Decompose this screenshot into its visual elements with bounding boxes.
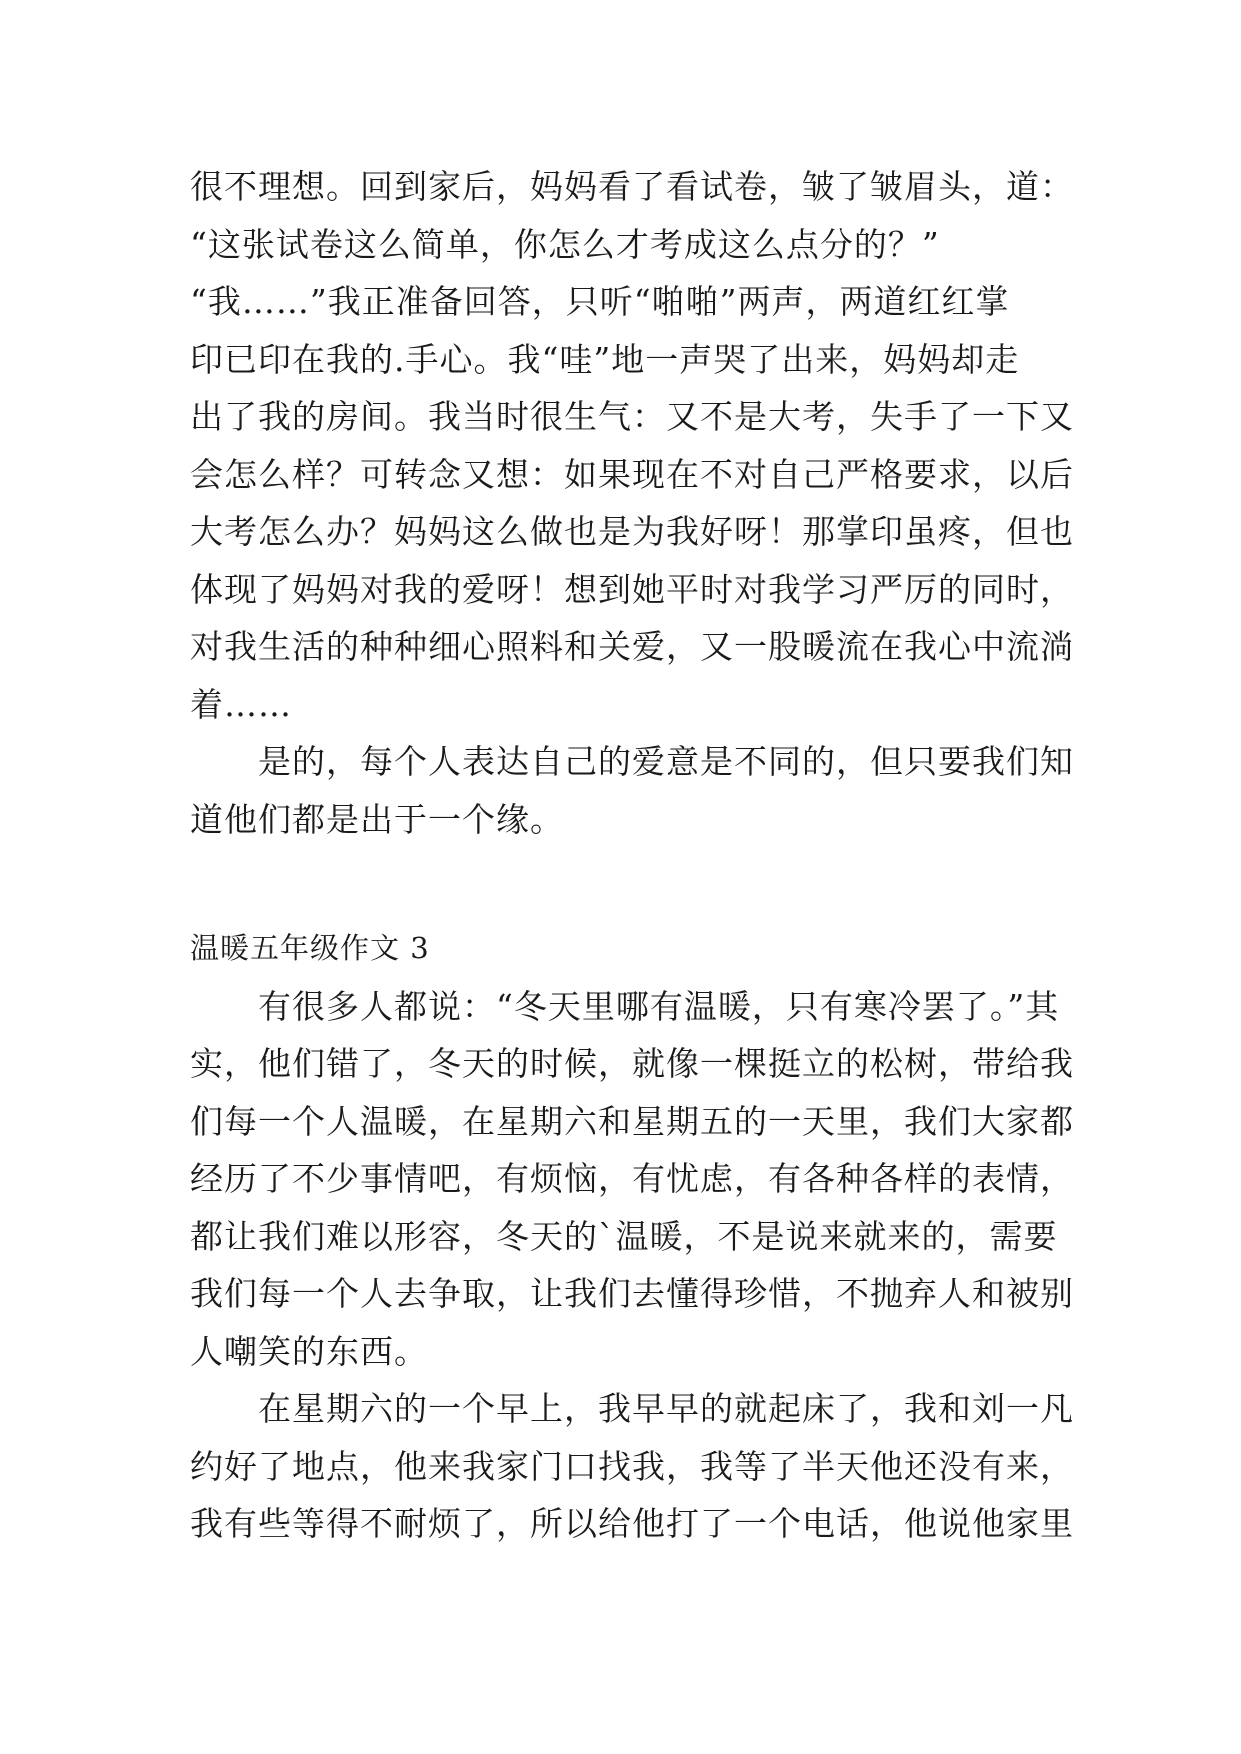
text-line: 人嘲笑的东西。	[190, 1331, 428, 1371]
text-line: “我……”我正准备回答，只听“啪啪”两声，两道红红掌	[190, 282, 1010, 321]
text-line: 印已印在我的.手心。我“哇”地一声哭了出来，妈妈却走	[190, 339, 1020, 379]
text-line: 很不理想。回到家后，妈妈看了看试卷，皱了皱眉头，道：	[190, 167, 1074, 206]
paragraph-story	[190, 1380, 1074, 1553]
text-line: 们每一个人温暖，在星期六和星期五的一天里，我们大家都	[190, 1101, 1074, 1141]
text-line: 大考怎么办？妈妈这么做也是为我好呀！那掌印虽疼，但也	[190, 512, 1074, 551]
text-line: 我们每一个人去争取，让我们去懂得珍惜，不抛弃人和被别	[190, 1274, 1074, 1313]
text-line: 在星期六的一个早上，我早早的就起床了，我和刘一凡	[258, 1389, 1074, 1428]
text-line: 着……	[190, 684, 292, 724]
paragraph-continued	[190, 158, 1074, 733]
text-line: 会怎么样？可转念又想：如果现在不对自己严格要求，以后	[190, 454, 1074, 494]
text-line: 约好了地点，他来我家门口找我，我等了半天他还没有来，	[190, 1446, 1074, 1486]
paragraph-intro	[190, 978, 1074, 1381]
text-line: 是的，每个人表达自己的爱意是不同的，但只要我们知	[258, 742, 1074, 781]
section-gap	[190, 848, 1070, 920]
text-line: 都让我们难以形容，冬天的`温暖，不是说来就来的，需要	[190, 1216, 1058, 1256]
text-line: 体现了妈妈对我的爱呀！想到她平时对我学习严厉的同时，	[190, 569, 1074, 609]
text-line: 经历了不少事情吧，有烦恼，有忧虑，有各种各样的表情，	[190, 1159, 1074, 1198]
text-line: 对我生活的种种细心照料和关爱，又一股暖流在我心中流淌	[190, 627, 1074, 666]
text-line: 实，他们错了，冬天的时候，就像一棵挺立的松树，带给我	[190, 1044, 1074, 1083]
text-line: 道他们都是出于一个缘。	[190, 799, 564, 839]
text-line: 有很多人都说：“冬天里哪有温暖，只有寒冷罢了。”其	[258, 986, 1060, 1026]
section-heading: 温暖五年级作文 3	[190, 931, 430, 965]
document-body	[190, 158, 1074, 1553]
paragraph-conclusion	[190, 733, 1074, 848]
text-line: 我有些等得不耐烦了，所以给他打了一个电话，他说他家里	[190, 1504, 1074, 1543]
text-line: “这张试卷这么简单，你怎么才考成这么点分的？”	[190, 224, 940, 264]
text-line: 出了我的房间。我当时很生气：又不是大考，失手了一下又	[190, 397, 1074, 436]
